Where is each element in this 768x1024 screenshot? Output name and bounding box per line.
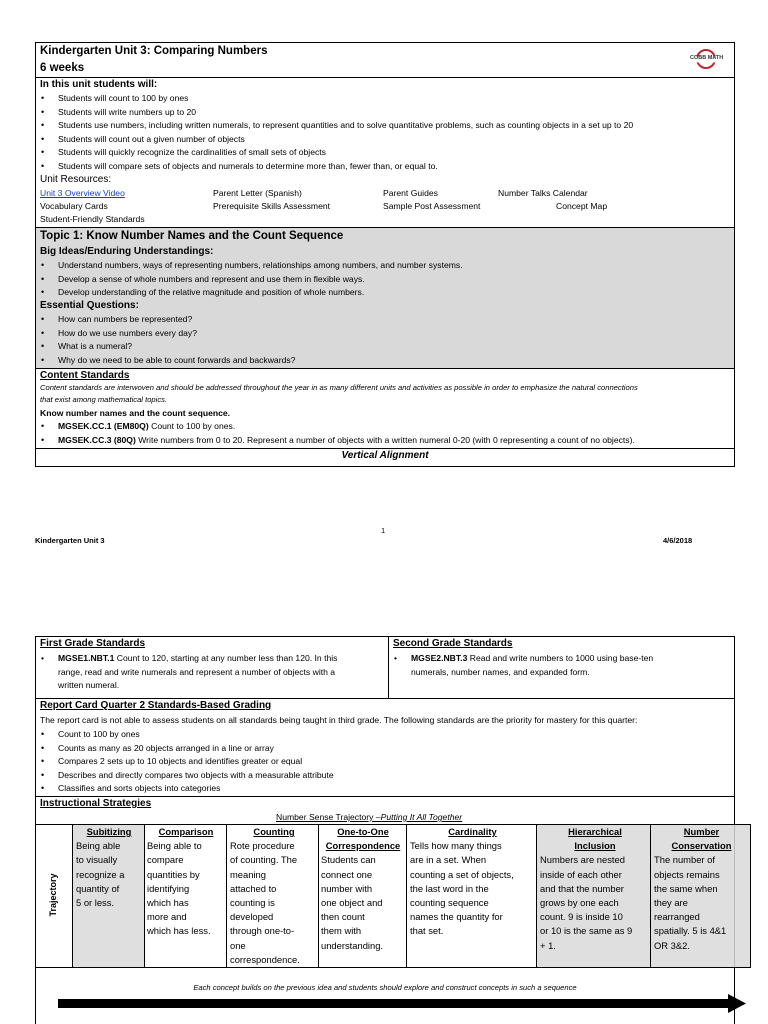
cell-line: Being able to — [147, 840, 202, 852]
first-grade-standard: • MGSE1.NBT.1 Count to 120, starting at any number less than 120. In this range, read and write numerals and represent a number of objects with a written numeral. — [40, 652, 337, 693]
cell-line: quantity of — [76, 882, 120, 894]
cell-line: of counting. The — [230, 854, 298, 866]
trajectory-col-comparison — [147, 825, 225, 939]
first-grade-heading: First Grade Standards — [40, 638, 146, 649]
list-item: • Classifies and sorts objects into categories — [40, 782, 334, 796]
cell-line: one — [230, 939, 246, 951]
sequence-arrow-icon — [58, 994, 746, 1014]
cell-line: connect one — [321, 868, 373, 880]
cell-line: Tells how many things — [410, 840, 502, 852]
cell-line: counting a set of objects, — [410, 868, 514, 880]
cell-line: counting sequence — [410, 897, 489, 909]
essential-questions-heading: Essential Questions: — [40, 300, 139, 311]
cell-line: recognize a — [76, 868, 125, 880]
cell-line: that set. — [410, 925, 444, 937]
big-ideas-heading: Big Ideas/Enduring Understandings: — [40, 246, 214, 257]
column-heading: Cardinality — [448, 826, 497, 837]
column-heading-2: Correspondence — [325, 840, 401, 852]
cell-line: understanding. — [321, 939, 384, 951]
cell-line: spatially. 5 is 4&1 — [654, 925, 727, 937]
list-item: • Describes and directly compares two objects with a measurable attribute — [40, 769, 334, 783]
standard-text: written numeral. — [58, 680, 120, 690]
list-item: • Compares 2 sets up to 10 objects and identifies greater or equal — [40, 755, 334, 769]
cell-line: identifying — [147, 882, 190, 894]
list-item: • Develop understanding of the relative magnitude and position of whole numbers. — [40, 286, 463, 300]
cell-line: quantities by — [147, 868, 200, 880]
trajectory-col-one-to-one — [321, 825, 405, 953]
column-heading: One-to-One — [337, 826, 389, 837]
cell-line: through one-to- — [230, 925, 295, 937]
trajectory-col-number-conservation — [654, 825, 749, 953]
standards-list — [40, 420, 635, 447]
cell-line: attached to — [230, 882, 277, 894]
cell-line: more and — [147, 911, 187, 923]
list-item: • Students will count to 100 by ones — [40, 92, 633, 106]
parent-guides-link[interactable]: Parent Guides — [383, 188, 438, 198]
topic-title: Topic 1: Know Number Names and the Count Sequence — [40, 230, 344, 242]
column-heading: Counting — [253, 826, 295, 837]
student-friendly-link[interactable]: Student-Friendly Standards — [40, 214, 145, 224]
post-assessment-link[interactable]: Sample Post Assessment — [383, 201, 481, 211]
column-heading: Hierarchical — [568, 826, 622, 837]
cell-line: or 10 is the same as 9 — [540, 925, 633, 937]
column-heading-2: Conservation — [671, 840, 732, 852]
cell-line: which has less. — [147, 925, 211, 937]
page-number: 1 — [381, 526, 386, 535]
cluster-heading: Know number names and the count sequence. — [40, 408, 231, 418]
prerequisite-link[interactable]: Prerequisite Skills Assessment — [213, 201, 331, 211]
cell-line: developed — [230, 911, 274, 923]
cell-line: inside of each other — [540, 868, 622, 880]
big-ideas-list — [40, 259, 463, 300]
concept-map-link[interactable]: Concept Map — [556, 201, 608, 211]
list-item: • Students will quickly recognize the cardinalities of small sets of objects — [40, 146, 633, 160]
standard-text: numerals, number names, and expanded form. — [411, 666, 590, 677]
list-item: • Counts as many as 20 objects arranged in a line or array — [40, 742, 334, 756]
list-item: • What is a numeral? — [40, 340, 295, 354]
standard-item — [40, 434, 635, 448]
intro-list — [40, 92, 633, 173]
standard-code: MGSE1.NBT.1 — [58, 653, 115, 663]
vocabulary-cards-link[interactable]: Vocabulary Cards — [40, 201, 108, 211]
sequence-note: Each concept builds on the previous idea and students should explore and construct concepts in such a sequence — [193, 983, 577, 992]
list-item: • Students will compare sets of objects and numerals to determine more than, fewer than, or equal to. — [40, 160, 633, 174]
content-standards-note-1: Content standards are interwoven and should be addressed throughout the year in as many different units and activities as possible in order to emphasize the natural connections — [40, 383, 638, 392]
cell-line: objects remains — [654, 868, 720, 880]
cell-line: + 1. — [540, 939, 556, 951]
standard-code: MGSEK.CC.3 (80Q) — [58, 434, 136, 445]
report-card-heading: Report Card Quarter 2 Standards-Based Grading — [40, 700, 272, 711]
trajectory-col-counting — [230, 825, 318, 967]
cell-line: Being able — [76, 840, 121, 852]
trajectory-col-subitizing — [76, 825, 142, 910]
column-heading-2: Inclusion — [574, 840, 616, 852]
standard-text: Count to 120, starting at any number less than 120. In this — [114, 653, 338, 663]
essential-questions-list — [40, 313, 295, 367]
second-grade-heading: Second Grade Standards — [393, 638, 513, 649]
cell-line: rearranged — [654, 911, 700, 923]
column-heading: Subitizing — [86, 826, 132, 837]
cell-line: meaning — [230, 868, 266, 880]
logo-text: COBB MATH — [690, 55, 724, 61]
cell-line: OR 3&2. — [654, 939, 690, 951]
list-item: • How can numbers be represented? — [40, 313, 295, 327]
list-item: • Students will write numbers up to 20 — [40, 106, 633, 120]
standard-item — [40, 420, 635, 434]
second-grade-standard: • MGSE2.NBT.3 Read and write numbers to 1000 using base-ten numerals, number names, and expanded form. — [393, 652, 653, 679]
cell-line: they are — [654, 897, 688, 909]
trajectory-title-italic: Putting It All Together — [380, 812, 463, 822]
list-item: • Students use numbers, including written numerals, to represent quantities and to solve quantitative problems, such as counting objects in a set up to 20 — [40, 119, 633, 133]
cell-line: Rote procedure — [230, 840, 295, 852]
cell-line: names the quantity for — [410, 911, 503, 923]
cell-line: correspondence. — [230, 953, 300, 965]
footer-left: Kindergarten Unit 3 — [35, 536, 105, 545]
cell-line: to visually — [76, 854, 118, 866]
unit-overview-video-link[interactable]: Unit 3 Overview Video — [40, 188, 125, 198]
list-item: • Students will count out a given number of objects — [40, 133, 633, 147]
list-item: • Why do we need to be able to count forwards and backwards? — [40, 354, 295, 368]
cell-line: grows by one each — [540, 897, 619, 909]
list-item: • How do we use numbers every day? — [40, 327, 295, 341]
cell-line: them with — [321, 925, 362, 937]
cell-line: the same when — [654, 882, 718, 894]
trajectory-col-hierarchical-inclusion — [540, 825, 650, 953]
number-talks-link[interactable]: Number Talks Calendar — [498, 188, 588, 198]
column-heading: Number — [683, 826, 720, 837]
list-item: • Develop a sense of whole numbers and represent and use them in flexible ways. — [40, 273, 463, 287]
cell-line: compare — [147, 854, 184, 866]
standard-text: range, read and write numerals and represent a number of objects with a — [58, 666, 336, 677]
standard-text: Read and write numbers to 1000 using base-ten — [467, 653, 654, 663]
report-card-list — [40, 728, 334, 796]
standard-code: MGSE2.NBT.3 — [411, 653, 468, 663]
list-item: • Understand numbers, ways of representing numbers, relationships among numbers, and number systems. — [40, 259, 463, 273]
instructional-strategies-heading: Instructional Strategies — [40, 798, 152, 809]
resources-heading: Unit Resources: — [40, 174, 112, 185]
intro-heading: In this unit students will: — [40, 79, 158, 90]
column-heading: Comparison — [158, 826, 214, 837]
cell-line: The number of — [654, 854, 715, 866]
cell-line: counting is — [230, 897, 275, 909]
cell-line: Students can — [321, 854, 376, 866]
cell-line: which has — [147, 897, 189, 909]
list-item: • Count to 100 by ones — [40, 728, 334, 742]
content-standards-heading: Content Standards — [40, 370, 130, 381]
report-card-intro: The report card is not able to assess students on all standards being taught in third grade. The following standards are the priority for mastery for this quarter: — [40, 715, 638, 725]
trajectory-title-main: Number Sense Trajectory – — [276, 812, 381, 822]
cell-line: Numbers are nested — [540, 854, 625, 866]
parent-letter-link[interactable]: Parent Letter (Spanish) — [213, 188, 302, 198]
cell-line: 5 or less. — [76, 897, 115, 909]
unit-title: Kindergarten Unit 3: Comparing Numbers — [40, 45, 268, 57]
cell-line: and that the number — [540, 882, 624, 894]
footer-date: 4/6/2018 — [663, 536, 693, 545]
cell-line: then count — [321, 911, 365, 923]
trajectory-title — [276, 812, 462, 822]
standard-code: MGSEK.CC.1 (EM80Q) — [58, 421, 149, 431]
cobb-math-logo — [688, 47, 724, 71]
content-standards-note-2: that exist among mathematical topics. — [40, 395, 168, 404]
cell-line: are in a set. When — [410, 854, 487, 866]
standard-text: Write numbers from 0 to 20. Represent a number of objects with a written numeral 0-20 (with 0 representing a count of no objects). — [135, 434, 635, 445]
cell-line: one object and — [321, 897, 383, 909]
cell-line: the last word in the — [410, 882, 489, 894]
cell-line: number with — [321, 882, 373, 894]
trajectory-col-cardinality — [410, 825, 535, 939]
trajectory-side-label: Trajectory — [48, 873, 58, 917]
standard-text: Count to 100 by ones. — [148, 421, 236, 431]
vertical-alignment-heading: Vertical Alignment — [341, 450, 429, 461]
cell-line: count. 9 is inside 10 — [540, 911, 623, 923]
unit-duration: 6 weeks — [40, 62, 85, 74]
